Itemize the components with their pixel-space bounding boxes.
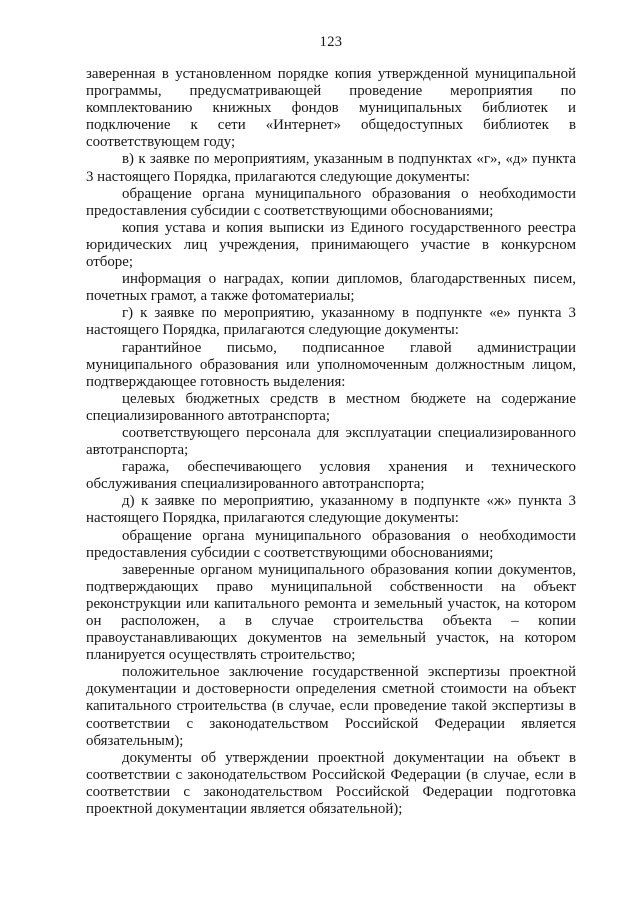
paragraph: гаража, обеспечивающего условия хранения и технического обслуживания специализированного автотранспорта; [86,459,576,493]
paragraph: соответствующего персонала для эксплуатации специализированного автотранспорта; [86,424,576,459]
paragraph: обращение органа муниципального образования о необходимости предоставления субсидии с соответствующими обоснованиями; [86,185,576,219]
paragraph: копия устава и копия выписки из Единого государственного реестра юридических лиц учреждения, принимающего участие в конкурсном отборе; [86,219,576,271]
paragraph: обращение органа муниципального образования о необходимости предоставления субсидии с соответствующими обоснованиями; [86,527,576,561]
paragraph: документы об утверждении проектной документации на объект в соответствии с законодательством Российской Федерации (в случае, если в соответствии с законодательством Российской Федерации подготовка проектной документации является обязательной); [86,749,576,818]
paragraph: г) к заявке по мероприятию, указанному в подпункте «е» пункта 3 настоящего Порядка, прилагаются следующие документы: [86,305,576,339]
document-body [86,66,576,818]
paragraph: заверенные органом муниципального образования копии документов, подтверждающих право муниципальной собственности на объект реконструкции или капитального ремонта и земельный участок, на котором он расположен, а в случае строительства объекта – копии правоустанавливающих документов на земельный участок, на котором планируется осуществлять строительство; [86,561,576,664]
paragraph: целевых бюджетных средств в местном бюджете на содержание специализированного автотранспорта; [86,390,576,424]
paragraph: заверенная в установленном порядке копия утвержденной муниципальной программы, предусматривающей проведение мероприятия по комплектованию книжных фондов муниципальных библиотек и подключение к сети «Интернет» общедоступных библиотек в соответствующем году; [86,66,576,151]
paragraph: положительное заключение государственной экспертизы проектной документации и достоверности определения сметной стоимости на объект капитального строительства (в случае, если проведение такой экспертизы в соответствии с законодательством Российской Федерации является обязательным); [86,664,576,749]
page-number: 123 [319,34,343,50]
paragraph: в) к заявке по мероприятиям, указанным в подпунктах «г», «д» пункта 3 настоящего Порядка, прилагаются следующие документы: [86,151,576,185]
paragraph: гарантийное письмо, подписанное главой администрации муниципального образования или уполномоченным должностным лицом, подтверждающее готовность выделения: [86,339,576,390]
paragraph: д) к заявке по мероприятию, указанному в подпункте «ж» пункта 3 настоящего Порядка, прилагаются следующие документы: [86,493,576,527]
paragraph: информация о наградах, копии дипломов, благодарственных писем, почетных грамот, а также фотоматериалы; [86,271,576,305]
